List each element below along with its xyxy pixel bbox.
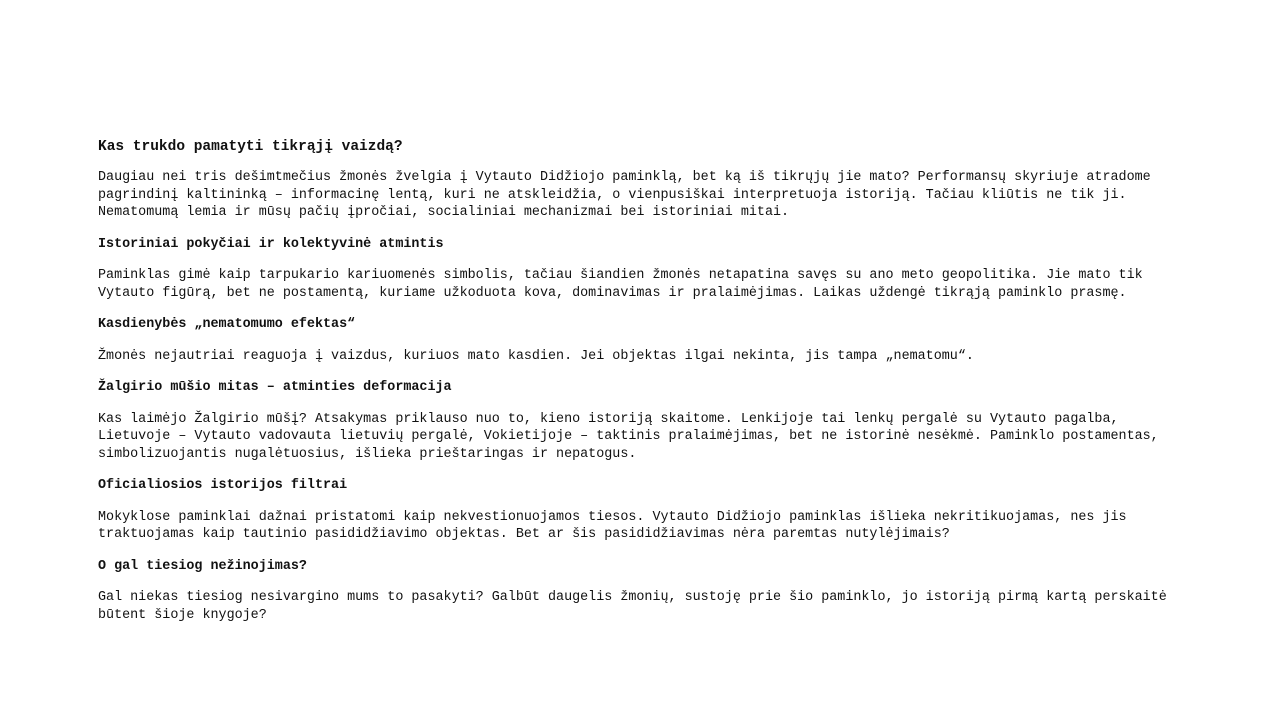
intro-paragraph: Daugiau nei tris dešimtmečius žmonės žvelgia į Vytauto Didžiojo paminklą, bet ką iš tikrųjų jie mato? Performansų skyriuje atradome pagrindinį kaltininką – informacinę lentą, kuri ne atskleidžia, o vienpusiškai interpretuoja istoriją. Tačiau kliūtis ne tik ji. Nematomumą lemia ir mūsų pačių įpročiai, socialiniai mechanizmai bei istoriniai mitai. <box>98 170 1151 220</box>
document-title: Kas trukdo pamatyti tikrąjį vaizdą? <box>98 139 403 155</box>
section-paragraph: Kas laimėjo Žalgirio mūšį? Atsakymas priklauso nuo to, kieno istoriją skaitome. Lenkijoje tai lenkų pergalė su Vytauto pagalba, Lietuvoje – Vytauto vadovauta lietuvių pergalė, Vokietijoje – taktinis pralaimėjimas, bet ne istorinė nesėkmė. Paminklo postamentas, simbolizuojantis nugalėtuosius, išlieka prieštaringas ir nepatogus. <box>98 411 1159 462</box>
section-paragraph: Gal niekas tiesiog nesivargino mums to pasakyti? Galbūt daugelis žmonių, sustoję prie šio paminklo, jo istoriją pirmą kartą perskaitė būtent šioje knygoje? <box>98 590 1167 623</box>
section-paragraph: Paminklas gimė kaip tarpukario kariuomenės simbolis, tačiau šiandien žmonės netapatina savęs su ano meto geopolitika. Jie mato tik Vytauto figūrą, bet ne postamentą, kuriame užkoduota kova, dominavimas ir pralaimėjimas. Laikas uždengė tikrąją paminklo prasmę. <box>98 268 1143 301</box>
section-heading: Kasdienybės „nematomumo efektas“ <box>98 317 356 332</box>
section-invisibility-effect <box>98 316 1188 365</box>
section-ignorance <box>98 558 1188 625</box>
section-zalgiris-myth <box>98 379 1188 463</box>
section-historical-changes <box>98 236 1188 303</box>
section-heading: Žalgirio mūšio mitas – atminties deformacija <box>98 380 452 395</box>
document-page <box>98 138 1188 638</box>
section-paragraph: Žmonės nejautriai reaguoja į vaizdus, kuriuos mato kasdien. Jei objektas ilgai nekinta, jis tampa „nematomu“. <box>98 348 974 364</box>
section-heading: Oficialiosios istorijos filtrai <box>98 478 348 493</box>
section-heading: O gal tiesiog nežinojimas? <box>98 558 307 574</box>
section-heading: Istoriniai pokyčiai ir kolektyvinė atmintis <box>98 236 444 252</box>
section-official-history <box>98 477 1188 544</box>
section-paragraph: Mokyklose paminklai dažnai pristatomi kaip nekvestionuojamos tiesos. Vytauto Didžiojo paminklas išlieka nekritikuojamas, nes jis traktuojamas kaip tautinio pasididžiavimo objektas. Bet ar šis pasididžiavimas nėra paremtas nutylėjimais? <box>98 509 1127 542</box>
